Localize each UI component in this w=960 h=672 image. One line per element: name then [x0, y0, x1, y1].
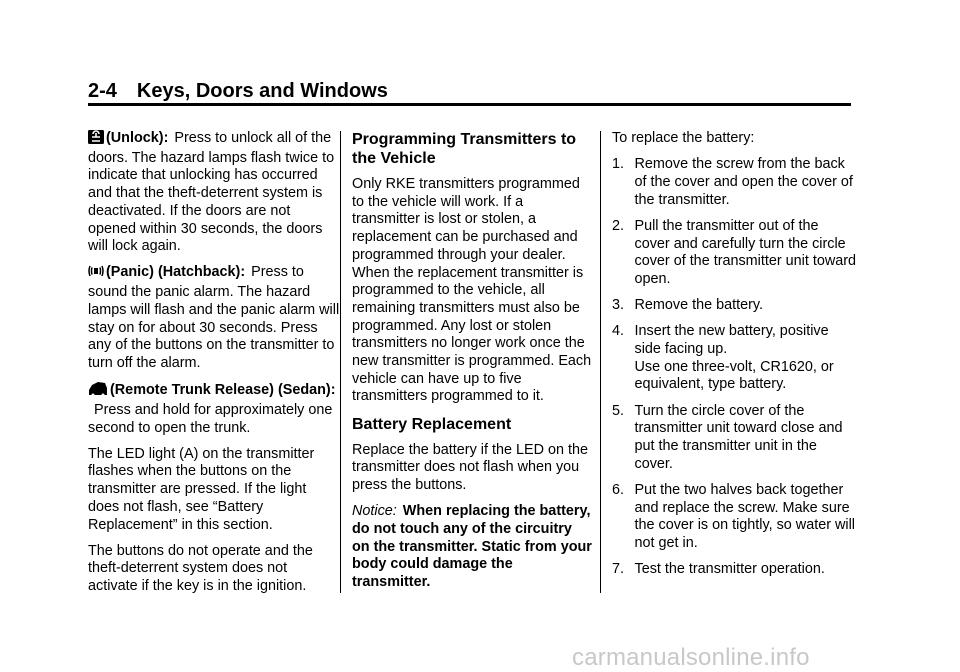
- step-text: Test the transmitter operation.: [634, 561, 825, 578]
- step-number: 4.: [612, 323, 625, 340]
- step-text: Pull the transmitter out of the cover and carefully turn the circle cover of the transmitter unit toward open.: [634, 217, 857, 287]
- column-divider-2: [600, 131, 601, 593]
- page-number: 2-4: [88, 80, 117, 102]
- step-number: 3.: [612, 297, 625, 314]
- list-item: [612, 297, 857, 315]
- buttons-paragraph: The buttons do not operate and the theft-deterrent system does not activate if the key is in the ignition.: [88, 542, 313, 595]
- step-text: Remove the battery.: [634, 297, 764, 314]
- trunk-paragraph: [88, 381, 340, 437]
- programming-heading: Programming Transmitters to the Vehicle: [352, 131, 577, 167]
- column-1: [88, 130, 340, 604]
- step-number: 1.: [612, 156, 625, 173]
- list-item: [612, 561, 857, 579]
- step-text: Turn the circle cover of the transmitter unit toward close and put the transmitter unit in the cover.: [634, 402, 843, 472]
- list-item: [612, 482, 857, 553]
- step-number: 7.: [612, 561, 625, 578]
- trunk-car-icon: [88, 381, 108, 402]
- step-number: 5.: [612, 402, 625, 419]
- unlock-label: (Unlock):: [106, 130, 169, 146]
- programming-paragraph: Only RKE transmitters programmed to the vehicle will work. If a transmitter is lost or stolen, a replacement can be purchased and programmed through your dealer. When the replacement transmitter is programmed to the vehicle, all remaining transmitters must also be programmed. Any lost or stolen transmitters no longer work once the new transmitter is programmed. Each vehicle can have up to five transmitters programmed to it.: [352, 176, 592, 405]
- step-text: Remove the screw from the back of the cover and open the cover of the transmitter.: [634, 156, 853, 208]
- steps-intro: To replace the battery:: [612, 130, 755, 146]
- list-item: [612, 156, 857, 209]
- column-divider-1: [340, 131, 341, 593]
- list-item: [612, 218, 857, 289]
- panic-paragraph: [88, 264, 340, 372]
- step-number: 2.: [612, 217, 625, 234]
- panic-label: (Panic) (Hatchback):: [106, 264, 246, 281]
- unlock-text: Press to unlock all of the doors. The hazard lamps flash twice to indicate that unlocking has occurred and that the theft-deterrent system is deactivated. If the doors are not opened within 30 seconds, the doors will lock again.: [88, 130, 335, 255]
- step-text: Insert the new battery, positive side facing up.: [634, 323, 829, 358]
- section-title: Keys, Doors and Windows: [136, 80, 388, 102]
- notice-text: When replacing the battery, do not touch any of the circuitry on the transmitter. Static from your body could damage the transmitter.: [352, 503, 592, 591]
- led-paragraph: The LED light (A) on the transmitter flashes when the buttons on the transmitter are pressed. If the light does not flash, see “Battery Replacement” in this section.: [88, 445, 315, 533]
- notice-paragraph: [352, 503, 592, 592]
- list-item: [612, 323, 857, 394]
- trunk-label: (Remote Trunk Release) (Sedan):: [110, 382, 336, 399]
- battery-steps-list: [612, 156, 857, 579]
- column-3: [612, 130, 857, 587]
- list-item: [612, 403, 857, 474]
- notice-label: Notice:: [352, 503, 397, 520]
- unlock-paragraph: [88, 130, 340, 256]
- column-2: [352, 130, 592, 600]
- watermark: carmanualsonline.info: [572, 644, 810, 671]
- step-subtext: Use one three-volt, CR1620, or equivalent, type battery.: [634, 358, 834, 393]
- step-text: Put the two halves back together and replace the screw. Make sure the cover is on tightly, so water will not get in.: [634, 481, 855, 552]
- page-header: [88, 80, 388, 103]
- panic-horn-icon: [88, 264, 104, 284]
- header-rule: [88, 103, 851, 106]
- unlock-icon: [88, 130, 104, 150]
- battery-heading: Battery Replacement: [352, 415, 512, 433]
- step-number: 6.: [612, 481, 625, 498]
- panic-text: Press to sound the panic alarm. The hazard lamps will flash and the panic alarm will stay on for about 30 seconds. Press any of the buttons on the transmitter to turn off the alarm.: [88, 264, 340, 371]
- battery-paragraph: Replace the battery if the LED on the transmitter does not flash when you press the buttons.: [352, 441, 588, 494]
- trunk-text: Press and hold for approximately one second to open the trunk.: [88, 401, 333, 436]
